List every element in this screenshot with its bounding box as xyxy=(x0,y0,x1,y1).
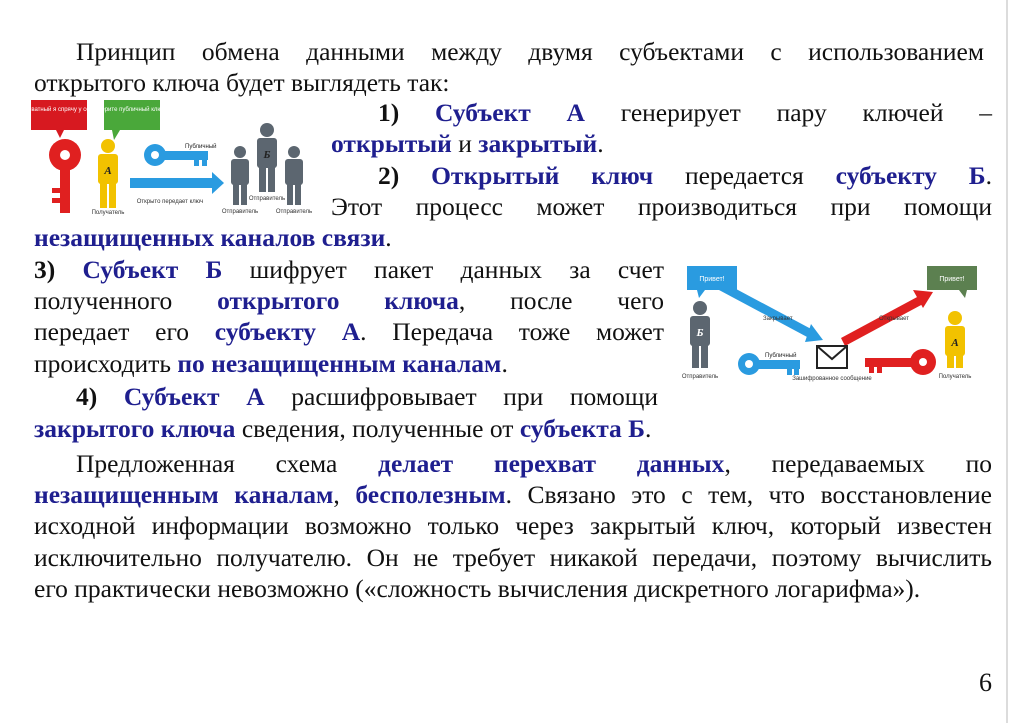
person-b-label: Б xyxy=(263,149,271,161)
conclusion-line-5: его практически невозможно («сложность вычисления дискретного логарифма»). xyxy=(34,574,921,603)
speech-bubble-red xyxy=(31,100,87,130)
caption-sender-1: Отправитель xyxy=(221,209,259,215)
public-key-label-2: Публичный xyxy=(765,353,797,359)
step-2-line-3: незащищенных каналов связи. xyxy=(34,223,392,252)
step-2-line-2: Этот процесс может производиться при помощи xyxy=(331,192,992,221)
person-a-icon xyxy=(98,139,118,208)
step-2-line-1: 2) Открытый ключ передается субъекту Б. xyxy=(378,161,993,190)
person-b-group-icon xyxy=(231,123,303,205)
caption-sender-2: Отправитель xyxy=(248,196,286,202)
caption-sender-3: Отправитель xyxy=(275,209,313,215)
conclusion-line-1: Предложенная схема делает перехват данных, передаваемых по xyxy=(76,449,992,478)
caption-transfer: Открыто передает ключ xyxy=(136,199,204,205)
bubble-red-text: Приватный я спрячу у себя! xyxy=(20,107,98,113)
person-b-label-2: Б xyxy=(696,327,704,339)
bubble-green-text: Берите публичный ключ! xyxy=(97,107,167,113)
private-key-icon xyxy=(49,139,81,213)
step-3-line-4: происходить по незащищенным каналам. xyxy=(34,349,508,378)
private-key-icon-2 xyxy=(865,349,936,375)
step-1-line-1: 1) Субъект А генерирует пару ключей – xyxy=(378,98,992,127)
page-number: 6 xyxy=(979,668,992,697)
intro-line-2: открытого ключа будет выглядеть так: xyxy=(34,68,450,97)
step-3-line-1: 3) Субъект Б шифрует пакет данных за счет xyxy=(34,255,665,284)
public-key-icon xyxy=(144,143,217,166)
transfer-arrow-icon xyxy=(130,172,224,194)
page-edge-line xyxy=(1006,0,1008,723)
step-3-line-3: передает его субъекту А. Передача тоже может xyxy=(34,317,664,346)
encrypt-arrow-icon xyxy=(719,282,823,342)
step-4-line-2: закрытого ключа сведения, полученные от субъекта Б. xyxy=(34,414,652,443)
intro-line-1: Принцип обмена данными между двумя субъектами с использованием xyxy=(76,37,984,66)
bubble-right-text: Привет! xyxy=(939,276,965,283)
public-key-icon-2 xyxy=(738,352,800,375)
label-open: Открывает xyxy=(879,316,910,322)
caption-receiver: Получатель xyxy=(91,210,125,216)
bubble-left-text: Привет! xyxy=(699,276,725,283)
step-4-line-1: 4) Субъект А расшифровывает при помощи xyxy=(76,382,658,411)
person-a-label-2: А xyxy=(951,337,959,349)
encryption-figure xyxy=(683,262,999,402)
caption-sender: Отправитель xyxy=(681,374,719,380)
caption-receiver-2: Получатель xyxy=(938,374,972,380)
public-key-label: Публичный xyxy=(185,144,217,150)
key-exchange-figure xyxy=(20,100,320,218)
conclusion-line-4: исключительно получателю. Он не требует никакой передачи, поэтому вычислить xyxy=(34,543,992,572)
conclusion-line-3: исходной информации возможно только через закрытый ключ, который известен xyxy=(34,511,992,540)
envelope-caption: Зашифрованное сообщение xyxy=(792,376,872,382)
person-a-label: А xyxy=(104,165,112,177)
step-3-line-2: полученного открытого ключа, после чего xyxy=(34,286,664,315)
envelope-icon xyxy=(817,346,847,368)
step-1-line-2: открытый и закрытый. xyxy=(331,129,604,158)
speech-bubble-green xyxy=(104,100,160,130)
label-encrypt: Закрывает xyxy=(763,316,793,322)
conclusion-line-2: незащищенным каналам, бесполезным. Связано это с тем, что восстановление xyxy=(34,480,993,509)
